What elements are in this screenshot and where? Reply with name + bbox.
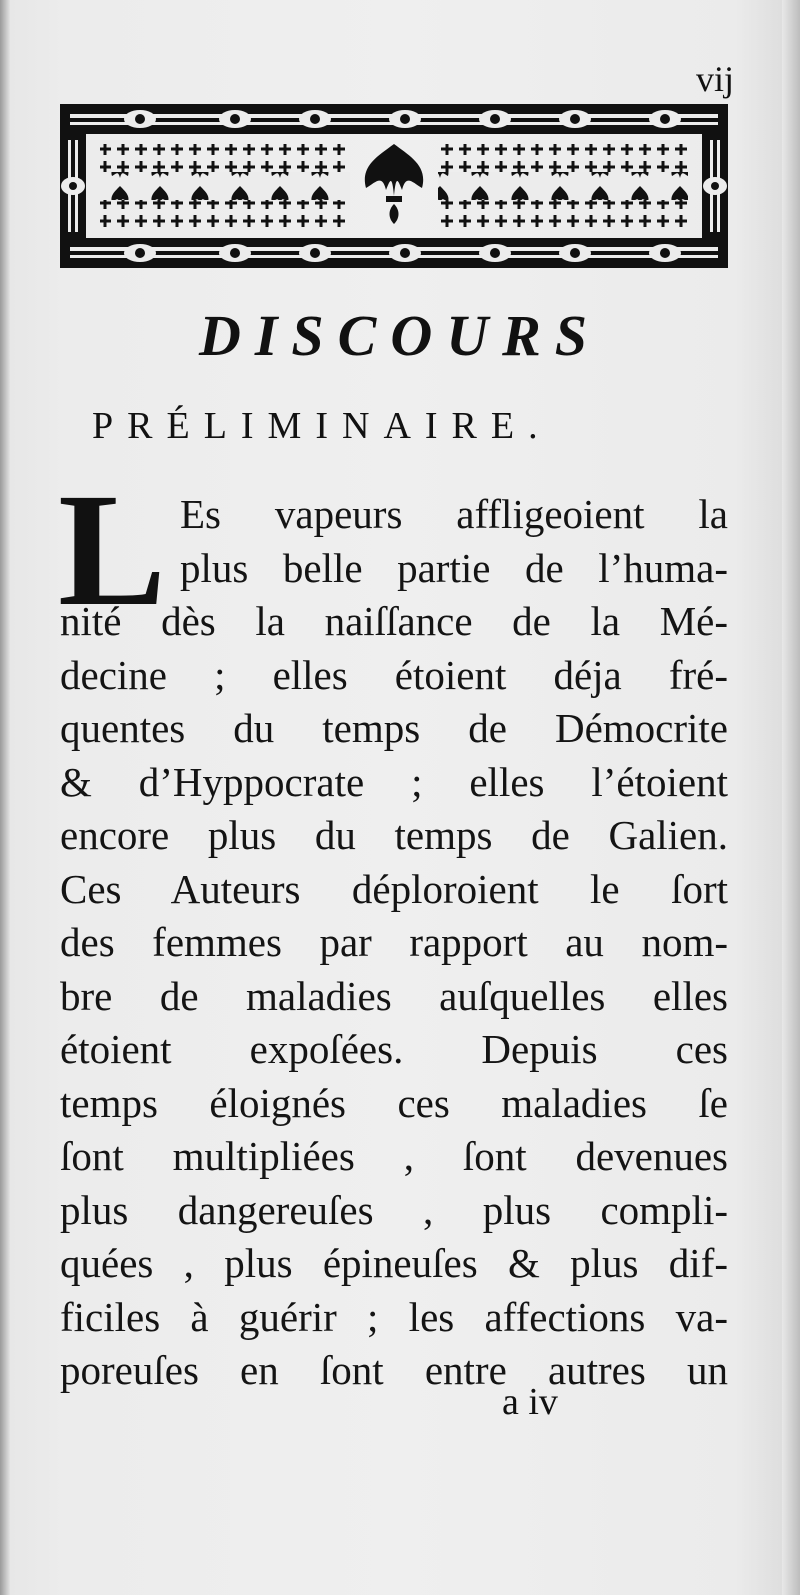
text-line: ſont multipliées , ſont devenues bbox=[60, 1133, 728, 1179]
text-line: quées , plus épineuſes & plus dif- bbox=[60, 1240, 728, 1286]
signature-mark: a iv bbox=[502, 1381, 558, 1423]
show-through-texture bbox=[230, 52, 241, 103]
text-line: Ces Auteurs déploroient le ſort bbox=[60, 865, 728, 912]
ornamental-headpiece bbox=[60, 104, 728, 268]
text-line: plus belle partie de l’huma- bbox=[180, 544, 728, 591]
text-line: Es vapeurs affligeoient la bbox=[180, 491, 728, 537]
drop-cap: L bbox=[58, 461, 167, 640]
text-line: bre de maladies auſquelles elles bbox=[60, 972, 728, 1019]
page-edge-left bbox=[0, 0, 10, 1595]
text-line: étoient expoſées. Depuis ces bbox=[60, 1026, 728, 1072]
page-subtitle: PRÉLIMINAIRE. bbox=[92, 405, 552, 447]
text-line: decine ; elles étoient déja fré- bbox=[60, 651, 728, 698]
text-line: poreuſes en ſont entre autres un bbox=[60, 1347, 728, 1393]
page-number: vij bbox=[695, 59, 734, 99]
text-line: quentes du temps de Démocrite bbox=[60, 705, 728, 751]
text-line: plus dangereuſes , plus compli- bbox=[60, 1186, 728, 1233]
page-edge-right bbox=[782, 0, 800, 1595]
page-title: DISCOURS bbox=[198, 303, 602, 368]
text-line: temps éloignés ces maladies ſe bbox=[60, 1079, 728, 1126]
text-line: nité dès la naiſſance de la Mé- bbox=[60, 598, 728, 644]
text-line: ficiles à guérir ; les affections va- bbox=[60, 1293, 728, 1340]
text-line: & d’Hyppocrate ; elles l’étoient bbox=[60, 758, 728, 805]
text-line: des femmes par rapport au nom- bbox=[60, 919, 728, 965]
body-text bbox=[60, 488, 728, 1398]
text-line: encore plus du temps de Galien. bbox=[60, 812, 728, 858]
